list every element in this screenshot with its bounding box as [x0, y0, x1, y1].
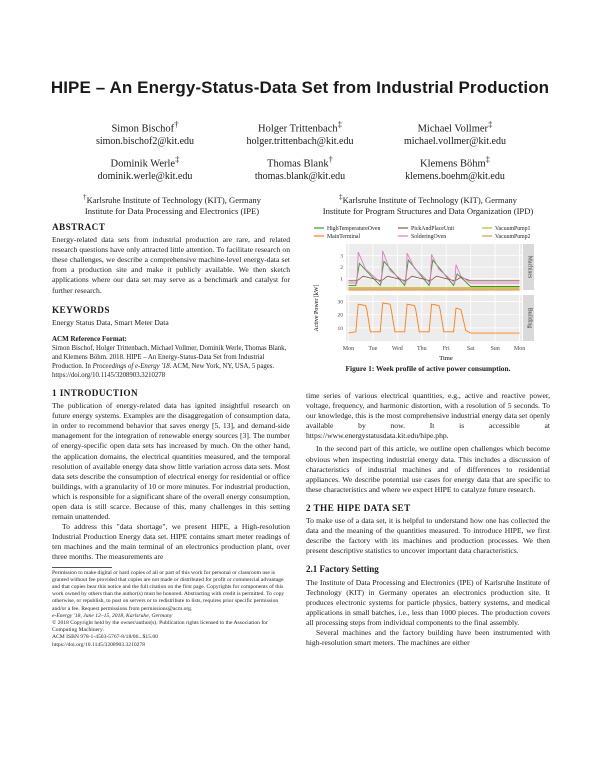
- permission-text: Permission to make digital or hard copies of all or part of this work for personal or classroom use is granted without fee provided that copies are not made or distributed for profit or commercial advantage and that copies bear this notice and the full citation on the first page. Copyrights for components of this work owned by others than the author(s) must be honored. Abstracting with credit is permitted. To copy otherwise, or republish, to post on servers or to redistribute to lists, requires prior specific permission and/or a fee. Request permissions from permissions@acm.org.: [52, 569, 285, 612]
- acm-reference-venue: Proceedings of e-Energy '18: [92, 362, 170, 370]
- y-axis-label: Active Power [kW]: [314, 284, 320, 332]
- affiliation-mark: †: [83, 193, 87, 201]
- author-email: simon.bischof2@kit.edu: [95, 135, 195, 147]
- section-2-heading: 2 THE HIPE DATA SET: [306, 502, 411, 513]
- panel-machines: [340, 244, 534, 290]
- author-block-3: [360, 118, 550, 148]
- acm-reference-after: . ACM, New York, NY, USA, 5 pages. https://doi.org/10.1145/3208903.3210278: [52, 362, 275, 379]
- y-tick-label: 10: [337, 325, 343, 332]
- chart-panels: [338, 244, 535, 352]
- introduction-para-1: The publication of energy-related data has ignited insightful research on future energy systems. Examples are the disaggregation of consumption data, in order to recommend behavior that saves energy [5, 13], and demand-side management for the integration of renewable energy sources [3]. The number of energy-specific open data sets has increased by much. On the other hand, the application domains, the electrical quantities measured, and the temporal resolution of available energy data show little variation across data sets. Most data sets describe the consumption of electrical energy for residential or office buildings, with a granularity of 10 or more minutes. For industrial production, which is responsible for a significant share of the overall energy consumption, open data is still scarce. Because of this, many challenges in this setting remain unattended.: [52, 401, 290, 522]
- author-email: michael.vollmer@kit.edu: [404, 135, 506, 147]
- x-tick-label: Fri: [442, 346, 450, 352]
- doi-line: https://doi.org/10.1145/3208903.3210278: [52, 641, 146, 648]
- footnote-rule: [52, 567, 112, 568]
- section-2-text: To make use of a data set, it is helpful to understand how one has collected the data and the meaning of the quantities measured. To introduce HIPE, we first describe the factory with its machines and production processes. We then present descriptive statistics to uncover important data characteristics.: [306, 516, 550, 556]
- permission-notice: [52, 570, 290, 649]
- author-email: klemens.boehm@kit.edu: [405, 170, 505, 182]
- author-name: Holger Trittenbach: [258, 123, 338, 135]
- facet-label: Building: [526, 307, 533, 329]
- isbn-line: ACM ISBN 978-1-4503-5767-8/18/06...$15.00: [52, 634, 158, 641]
- legend-label: VacuumPump1: [495, 226, 531, 232]
- author-name: Simon Bischof: [111, 123, 175, 135]
- y-tick-label: 30: [337, 299, 343, 306]
- author-block-6: [360, 153, 550, 183]
- affiliation-mark: ‡: [339, 193, 343, 201]
- introduction-continued: time series of various electrical quantities, e.g., active and reactive power, voltage, frequency, and harmonic distortion, with a resolution of 5 seconds. To our knowledge, this is the most comprehensive industrial energy data set openly available by now. It is accessible at https://www.energystatusdata.kit.edu/hipe.php.: [306, 391, 550, 441]
- x-tick-label: Sat: [466, 346, 475, 352]
- y-tick-label: 3: [340, 253, 343, 260]
- author-name: Thomas Blank: [267, 158, 329, 170]
- facet-label: Machines: [526, 255, 533, 279]
- abstract-heading: ABSTRACT: [52, 222, 106, 232]
- legend-label: PickAndPlaceUnit: [411, 226, 455, 232]
- y-tick-label: 2: [340, 265, 343, 271]
- author-mark: †: [174, 119, 179, 129]
- author-mark: ‡: [485, 154, 490, 164]
- right-column: [306, 391, 550, 648]
- affiliation-line: Institute for Program Structures and Data Organization (IPD): [322, 205, 534, 216]
- y-tick-label: 1: [340, 276, 343, 283]
- introduction-heading: 1 INTRODUCTION: [52, 387, 138, 398]
- affiliation-ipe: [47, 192, 297, 217]
- paper-title: HIPE – An Energy-Status-Data Set from Industrial Production: [50, 78, 550, 97]
- legend-label: HighTemperatureOven: [327, 226, 381, 232]
- week-profile-chart: [306, 222, 550, 364]
- affiliation-line: Karlsruhe Institute of Technology (KIT), Germany: [342, 194, 517, 205]
- author-mark: ‡: [337, 119, 342, 129]
- affiliation-line: Karlsruhe Institute of Technology (KIT), Germany: [86, 194, 261, 205]
- y-tick-label: 20: [337, 312, 343, 319]
- copyright-line: © 2018 Copyright held by the owner/author(s). Publication rights licensed to the Association for Computing Machinery.: [52, 619, 268, 634]
- acm-reference-before: Simon Bischof, Holger Trittenbach, Michael Vollmer, Dominik Werle, Thomas Blank, and Klemens Böhm. 2018. HIPE – An Energy-Status-Data Set from Industrial Production. In: [52, 344, 287, 370]
- author-name: Dominik Werle: [110, 158, 176, 170]
- author-email: holger.trittenbach@kit.edu: [246, 135, 354, 147]
- x-tick-label: Sun: [490, 346, 500, 352]
- legend-label: VacuumPump2: [495, 234, 531, 240]
- x-tick-label: Mon: [342, 346, 355, 352]
- author-name: Michael Vollmer: [417, 123, 489, 135]
- chart-legend: [314, 226, 531, 240]
- x-tick-label: Tue: [368, 346, 378, 352]
- introduction-para-2: To address this "data shortage", we present HIPE, a High-resolution Industrial Production Energy data set. HIPE contains smart meter readings of ten machines and the main terminal of an electronics production plant, over three months. The measurements are: [52, 522, 290, 562]
- figure-1: [306, 222, 550, 372]
- x-axis-label: Time: [439, 355, 453, 362]
- venue-line: e-Energy '18, June 12–15, 2018, Karlsruhe, Germany: [52, 612, 173, 619]
- introduction-para-3: In the second part of this article, we outline open challenges which become obvious when inspecting industrial energy data. This includes a discussion of characteristics of industrial machines and of differences to residential appliances. We describe potential use cases for energy data that are specific to these characteristics and where we expect HIPE to catalyze future research.: [306, 444, 550, 494]
- acm-reference-text: [52, 344, 290, 380]
- keywords-text: Energy Status Data, Smart Meter Data: [52, 317, 169, 327]
- x-tick-label: Wed: [391, 346, 403, 352]
- section-2-1-para-2: Several machines and the factory building have been instrumented with high-resolution smart meters. The machines are either: [306, 627, 550, 648]
- figure-caption: Figure 1: Week profile of active power consumption.: [345, 364, 511, 373]
- author-mark: ‡: [488, 119, 493, 129]
- section-2-1-para-1: The Institute of Data Processing and Electronics (IPE) of Karlsruhe Institute of Technology (KIT) in Germany operates an electronics production site. It produces electronic systems for particle physics, battery systems, and medical applications in small batches, i.e., less than 1000 pieces. The production covers all processing steps from individual components to the final assembly.: [306, 577, 550, 627]
- left-column: [52, 222, 290, 649]
- legend-label: SolderingOven: [411, 234, 447, 240]
- panel-building: [338, 295, 535, 341]
- affiliation-ipd: [303, 192, 553, 217]
- author-mark: †: [328, 154, 333, 164]
- author-email: thomas.blank@kit.edu: [254, 170, 346, 182]
- keywords-heading: KEYWORDS: [52, 304, 110, 315]
- author-mark: ‡: [175, 154, 180, 164]
- author-name: Klemens Böhm: [420, 158, 486, 170]
- acm-reference-heading: ACM Reference Format:: [52, 334, 127, 343]
- x-tick-label: Mon: [513, 346, 526, 352]
- x-tick-label: Thu: [416, 346, 427, 352]
- author-email: dominik.werle@kit.edu: [97, 170, 193, 182]
- section-2-1-heading: 2.1 Factory Setting: [306, 564, 379, 575]
- abstract-text: Energy-related data sets from industrial production are rare, and related research questions have only attracted little attention. To facilitate research on these challenges, we describe a comprehensive machine-level energy-data set from a production site and make it publicly available. We then sketch applications where our data set may serve as a benchmark and catalyst for further research.: [52, 235, 290, 295]
- legend-label: MainTerminal: [327, 234, 361, 240]
- affiliation-line: Institute for Data Processing and Electronics (IPE): [84, 205, 260, 216]
